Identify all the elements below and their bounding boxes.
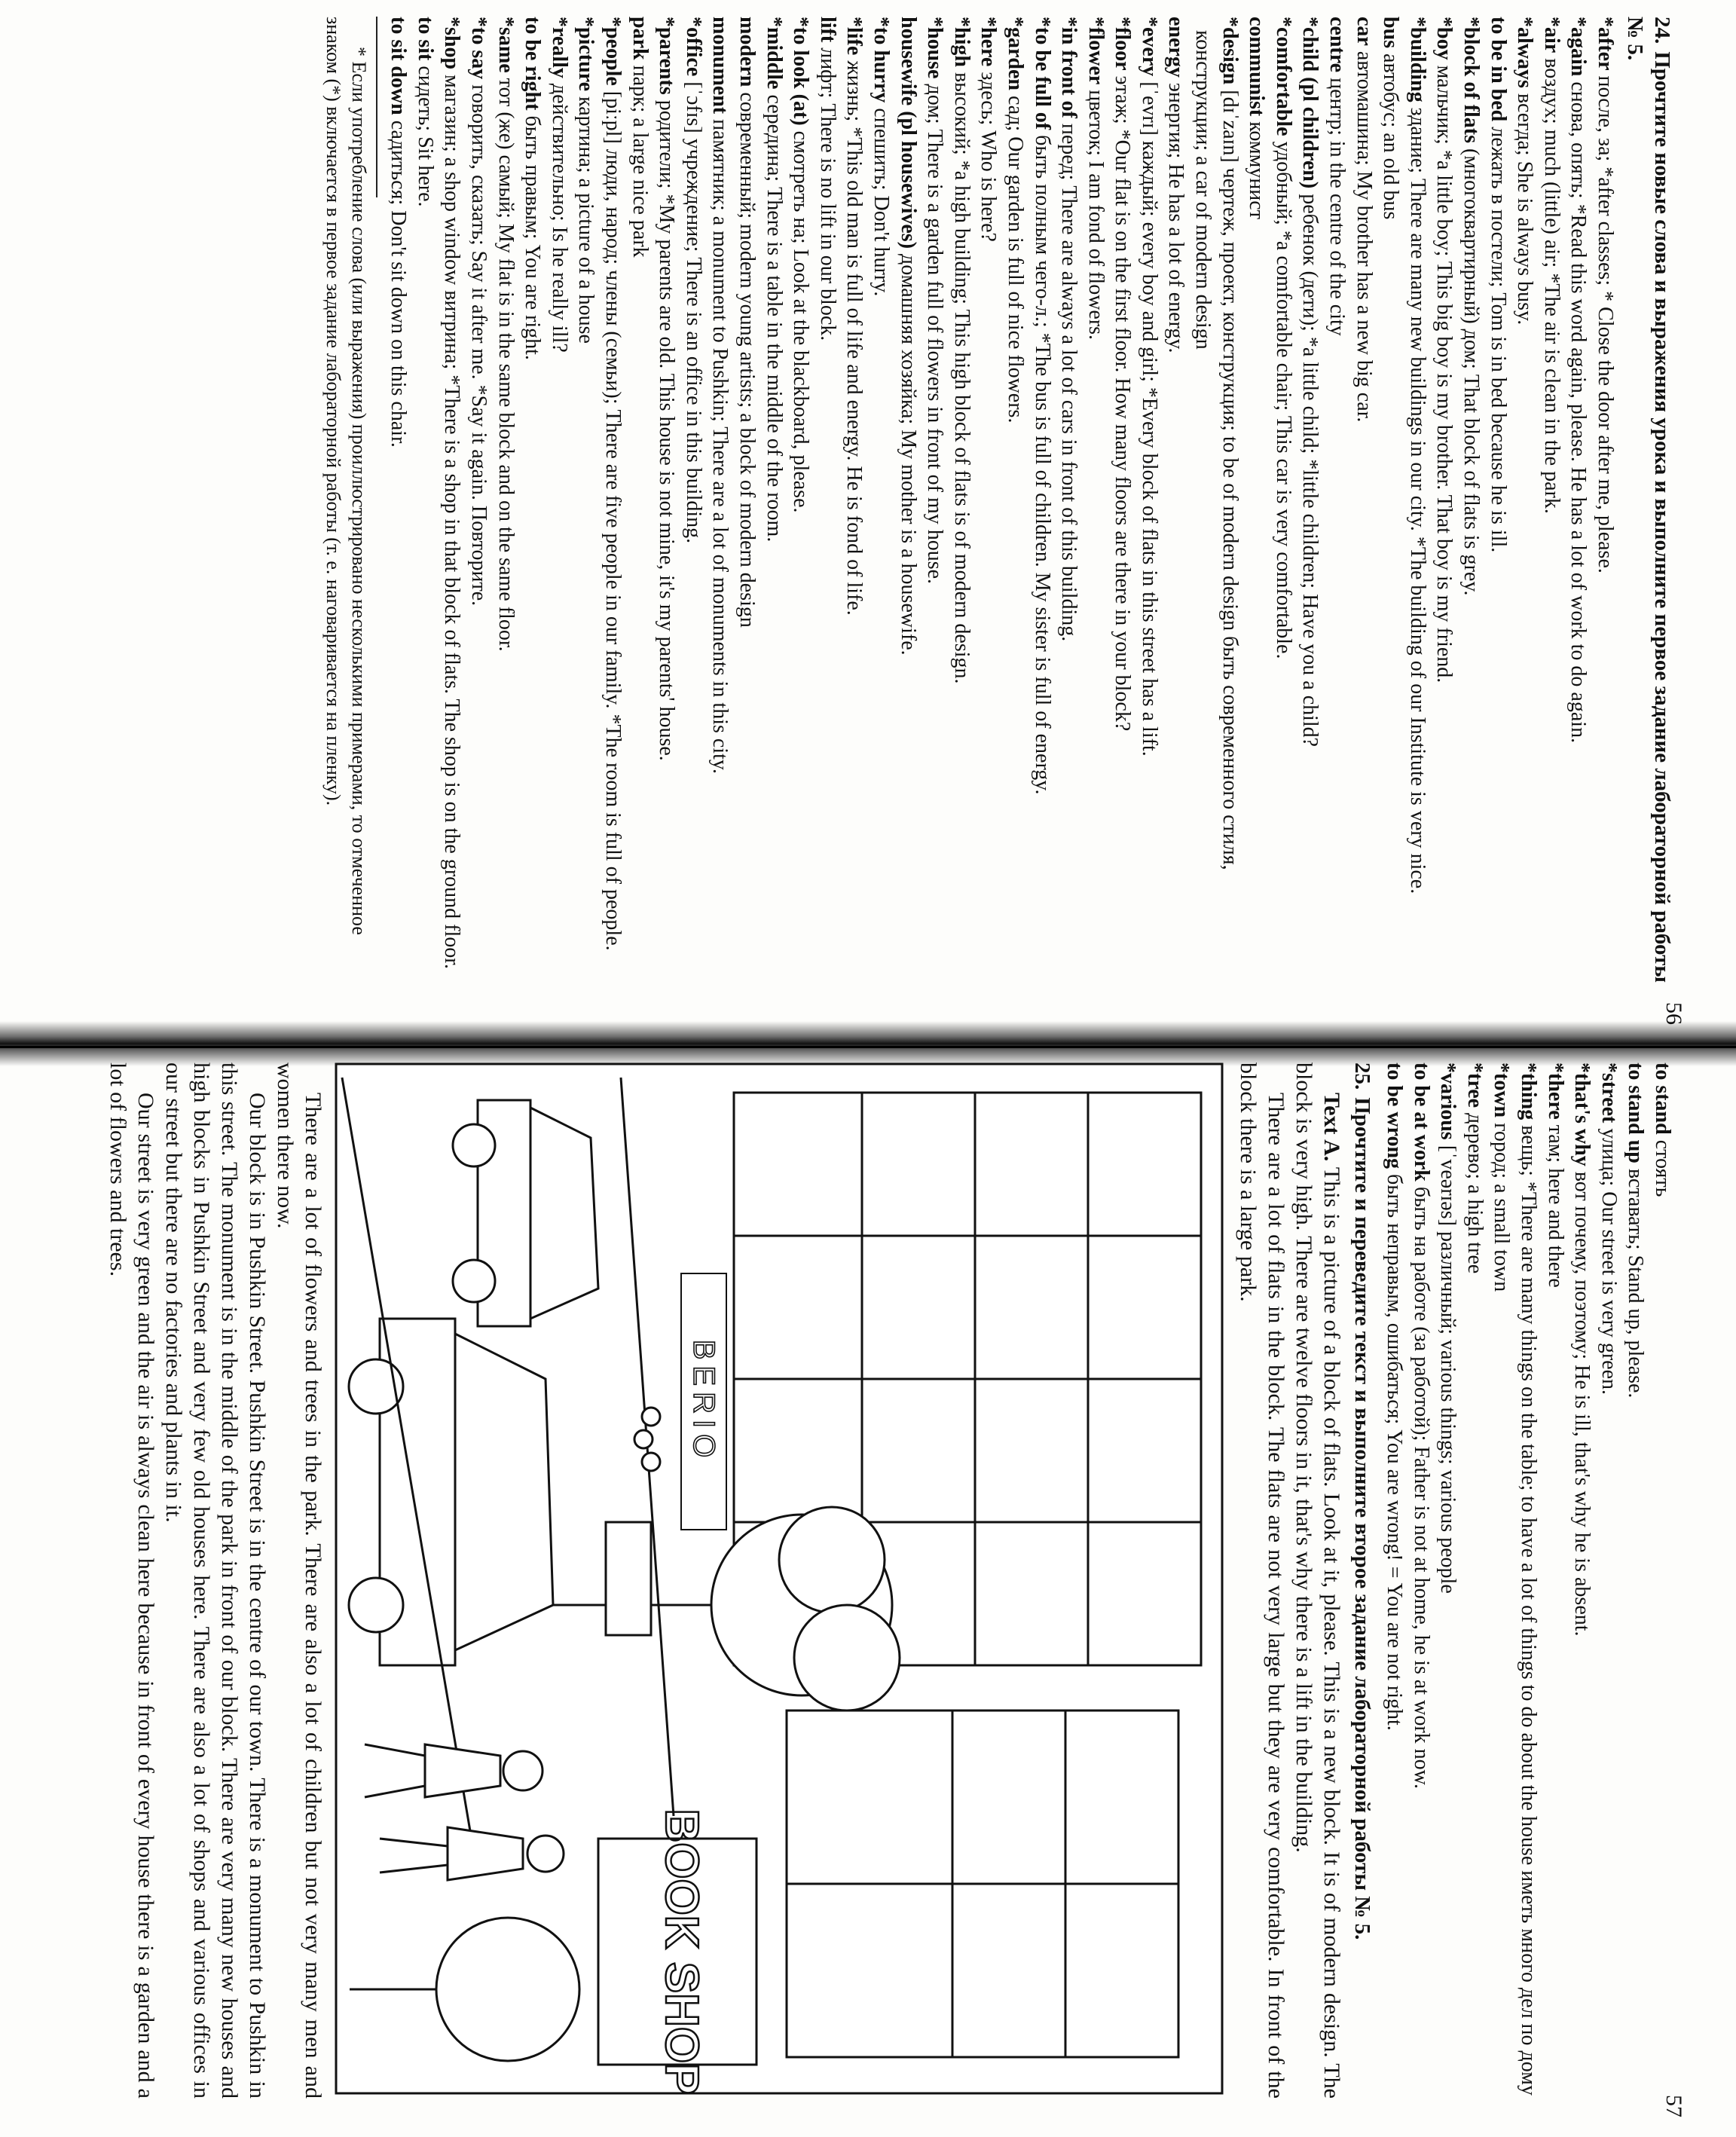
vocabulary-entry [1056, 17, 1083, 985]
vocabulary-definition: [ˈɔfɪs] учреждение; There is an office in this building. [681, 76, 705, 544]
vocabulary-entry [1323, 17, 1350, 985]
vocabulary-headword: *street [1597, 1062, 1621, 1124]
vocabulary-definition: современный; modern young artists; a block of modern design [735, 87, 759, 628]
vocabulary-entry [1488, 1062, 1515, 2099]
vocabulary-definition: быть неправым, ошибаться; You are wrong! = You are not right. [1383, 1169, 1407, 1731]
vocabulary-definition: снова, опять; *Read this word again, please. He has a lot of work to do again. [1566, 76, 1591, 744]
vocabulary-headword: *child (pl children) [1298, 17, 1322, 189]
page-number-57: 57 [1661, 2095, 1686, 2117]
vocabulary-headword: *people [601, 17, 625, 86]
store-sign-text: BERIO [687, 1339, 721, 1464]
vocabulary-definition: перед; There are always a lot of cars in front of this building. [1057, 118, 1081, 642]
vocabulary-entry [1622, 1062, 1649, 2099]
vocabulary-headword: modern [735, 17, 759, 87]
vocabulary-entry [1435, 1062, 1462, 2099]
vocabulary-definition: спешить; Don't hurry. [869, 102, 893, 297]
vocabulary-entry [1377, 17, 1404, 985]
vocabulary-headword: *air [1539, 17, 1563, 54]
vocabulary-headword: *garden [1003, 17, 1027, 90]
vocabulary-definition: садиться; Don't sit down on this chair. [387, 115, 411, 448]
vocabulary-headword: *house [923, 17, 947, 79]
vocabulary-definition: дом; There is a garden full of flowers in front of my house. [923, 78, 947, 585]
gutter-line [0, 1046, 1736, 1048]
store-sign [681, 1273, 726, 1530]
vocabulary-entry [1484, 17, 1511, 985]
text-a-paragraph-5: Our street is very green and the air is always clean here because in front of every house there is a garden and a lot of flowers and trees. [105, 1062, 159, 2099]
vocabulary-headword: *there [1543, 1062, 1567, 1120]
vocabulary-entry [948, 17, 975, 985]
vocabulary-definition: высокий; *a high building; This high block of flats is of modern design. [949, 66, 973, 684]
vocabulary-entry [1542, 1062, 1569, 2099]
vocabulary-entry [787, 17, 815, 985]
text-a-paragraph-1 [1290, 1062, 1346, 2099]
vocabulary-headword: *design [1218, 17, 1242, 85]
vocabulary-entry [1404, 17, 1431, 985]
vocabulary-entry [492, 17, 519, 985]
right-page [49, 1055, 1680, 2106]
vocabulary-definition: картина; a picture of a house [574, 91, 598, 344]
vocabulary-headword: *town [1490, 1062, 1514, 1118]
text-a-paragraph-4: Our block is in Pushkin Street. Pushkin Street is in the centre of our town. There is a monument to Pushkin in this street. The monument is in the middle of the park in front of our block. There are very many new houses and high blocks in Pushkin Street and very few old houses here. There are also a lot of shops and various offices in our street but there are no factories and plants in it. [161, 1062, 270, 2099]
vocabulary-entry [465, 17, 492, 985]
vocabulary-entry [1538, 17, 1565, 985]
vocabulary-definition: автомашина; My brother has a new big car. [1352, 45, 1376, 423]
vocabulary-headword: *office [681, 17, 705, 77]
vocabulary-entry [921, 17, 949, 985]
vocabulary-definition: автобус; an old bus [1379, 48, 1403, 220]
vocabulary-entry [814, 17, 841, 985]
vocabulary-definition: домашняя хозяйка; My mother is a housewife. [896, 249, 920, 656]
exercise-instruction: Прочтите и переведите текст и выполните второе задание лабораторной работы № 5. [1350, 1097, 1375, 1940]
vocabulary-entry [894, 17, 921, 985]
vocabulary-headword: car [1352, 17, 1376, 46]
vocabulary-entry [385, 17, 412, 985]
vocabulary-definition: быть полным чего-л.; *The bus is full of children. My sister is full of energy. [1030, 130, 1054, 795]
vocabulary-entry [626, 17, 653, 985]
vocabulary-definition: быть на работе (за работой); Father is not at home, he is at work now. [1409, 1181, 1433, 1790]
vocabulary-definition: улица; Our street is very green. [1597, 1123, 1621, 1396]
vocabulary-headword: monument [708, 17, 732, 115]
vocabulary-entry [1135, 17, 1163, 985]
vocabulary-entry [599, 17, 626, 985]
vocabulary-headword: to sit down [387, 17, 411, 115]
vocabulary-definition: центр; in the centre of the city [1325, 72, 1349, 336]
vocabulary-definition: мальчик; *a little boy; This big boy is my brother. That boy is my friend. [1432, 60, 1456, 683]
vocabulary-definition: дерево; a high tree [1462, 1108, 1487, 1274]
vocabulary-entry [1270, 17, 1297, 985]
vocabulary-definition: вставать; Stand up, please. [1624, 1163, 1648, 1399]
text-a-paragraph-3: There are a lot of flowers and trees in the park. There are also a lot of children but not very many men and women there now. [273, 1062, 326, 2099]
vocabulary-entry [1511, 17, 1539, 985]
vocabulary-headword: *to say [467, 17, 491, 80]
vocabulary-list [385, 17, 1618, 985]
vocabulary-entry [1569, 1062, 1596, 2099]
vocabulary-definition: ребенок (дети); *a little child; *little children; Have you a child? [1298, 188, 1322, 747]
vocabulary-entry [1514, 1062, 1542, 2099]
vocabulary-entry [841, 17, 868, 985]
vocabulary-headword: *tree [1462, 1062, 1487, 1108]
vocabulary-headword: *to hurry [869, 17, 893, 103]
vocabulary-definition: [ˈevrɪ] каждый; every boy and girl; *Every block of flats in this street has a lift. [1137, 76, 1161, 757]
vocabulary-entry [573, 17, 600, 985]
vocabulary-headword: *various [1436, 1062, 1460, 1140]
vocabulary-entry [707, 17, 734, 985]
paragraph-text: This is a picture of a block of flats. Look at it, please. This is a new block. It is of modern design. The block is very high. There are twelve floors in it, that's why there is a lift in the building. [1291, 1062, 1345, 2099]
vocabulary-definition: здание; There are many new buildings in our city. *The building of our Institute is very nice. [1405, 102, 1429, 894]
vocabulary-headword: to sit [413, 17, 437, 61]
exercise-number: 24. [1650, 17, 1674, 44]
vocabulary-definition: действительно; Is he really ill? [547, 78, 571, 353]
vocabulary-headword: *flower [1083, 17, 1108, 85]
vocabulary-headword: park [628, 17, 652, 60]
vocabulary-entry [411, 17, 439, 985]
vocabulary-headword: *that's why [1570, 1062, 1594, 1166]
vocabulary-definition: жизнь; *This old man is full of life and energy. He is fond of life. [842, 55, 866, 616]
vocabulary-entry [1461, 1062, 1488, 2099]
vocabulary-headword: *boy [1432, 17, 1456, 60]
vocabulary-definition: [piːpl] люди, народ; члены (семьи); There are five people in our family. *The room is full of people. [601, 85, 625, 951]
book-shop-sign [598, 1809, 756, 2095]
vocabulary-entry [1457, 17, 1484, 985]
exercise-25-heading [1349, 1062, 1376, 2099]
vocabulary-entry [1163, 17, 1190, 985]
vocabulary-headword: *every [1137, 17, 1161, 77]
vocabulary-entry [546, 17, 573, 985]
vocabulary-entry [1001, 17, 1028, 985]
vocabulary-headword: to stand up [1624, 1062, 1648, 1163]
vocabulary-definition: быть правым; You are right. [521, 110, 545, 360]
text-a-paragraph-2: There are a lot of flats in the block. The flats are not very large but they are very comfortable. In front of the block there is a large park. [1236, 1062, 1289, 2099]
vocabulary-definition: там; here and there [1543, 1119, 1567, 1288]
vocabulary-headword: energy [1164, 17, 1188, 78]
vocabulary-entry [867, 17, 894, 985]
vocabulary-definition: парк; a large nice park [628, 60, 652, 258]
vocabulary-headword: *always [1513, 17, 1537, 88]
exercise-instruction: Прочтите новые слова и выражения урока и выполните первое задание лабораторной работы № 5. [1623, 17, 1674, 983]
vocabulary-definition: говорить, сказать; Say it after me. *Say it again. Повторите. [467, 79, 491, 607]
vocabulary-entry [1407, 1062, 1435, 2099]
vocabulary-headword: *floor [1111, 17, 1135, 71]
vocabulary-definition: [dɪˈzaɪn] чертеж, проект, конструкция; to be of modern design быть современного стиля, конструкции; a car of modern design [1191, 30, 1242, 870]
vocabulary-headword: lift [815, 17, 839, 43]
vocabulary-entry [1243, 17, 1270, 985]
vocabulary-entry [439, 17, 466, 985]
vocabulary-definition: здесь; Who is here? [976, 66, 1001, 242]
left-page [68, 9, 1680, 992]
vocabulary-definition: вот почему, поэтому; He is ill, that's why he is absent. [1570, 1166, 1594, 1637]
footnote: * Если употребление слова (или выражения) проиллюстрировано несколькими примерами, то отмеченное знаком (*) включается в первое задание лабораторной работы (т. е. наговаривается на пленку). [322, 17, 370, 935]
vocabulary-entry [1082, 17, 1109, 985]
vocabulary-entry [1380, 1062, 1407, 2099]
vocabulary-headword: to stand [1651, 1062, 1674, 1135]
vocabulary-entry [1190, 17, 1243, 985]
vocabulary-definition: после, за; *after classes; * Close the door after me, please. [1594, 70, 1617, 573]
vocabulary-definition: лежать в постели; Tom is in bed because he is ill. [1486, 121, 1510, 553]
vocabulary-entry [760, 17, 787, 985]
vocabulary-headword: *really [547, 17, 571, 78]
vocabulary-headword: *same [494, 17, 518, 73]
vocabulary-entry [1649, 1062, 1676, 2099]
vocabulary-definition: памятник; a monument to Pushkin; There are a lot of monuments in this city. [708, 114, 732, 775]
vocabulary-entry [1565, 17, 1592, 985]
vocabulary-definition: цветок; I am fond of flowers. [1083, 84, 1108, 341]
vocabulary-headword: *after [1594, 17, 1617, 71]
vocabulary-headword: *again [1566, 17, 1591, 77]
vocabulary-definition: удобный; *a comfortable chair; This car is very comfortable. [1271, 136, 1295, 659]
vocabulary-headword: *to be full of [1030, 17, 1054, 130]
vocabulary-headword: communist [1245, 17, 1269, 117]
shop-sign-text: BOOK SHOP [656, 1808, 708, 2095]
vocabulary-definition: всегда; She is always busy. [1513, 87, 1537, 326]
vocabulary-headword: bus [1379, 17, 1403, 49]
vocabulary-definition: (многоквартирный) дом; That block of flats is grey. [1459, 143, 1484, 596]
exercise-24-heading [1621, 17, 1676, 985]
vocabulary-definition: энергия; He has a lot of energy. [1164, 77, 1188, 353]
vocabulary-headword: *picture [574, 17, 598, 92]
vocabulary-entry [1350, 17, 1377, 985]
vocabulary-entry [1028, 17, 1056, 985]
vocabulary-definition: тот (же) самый; My flat is in the same block and on the same floor. [494, 72, 518, 652]
vocabulary-headword: *thing [1517, 1062, 1541, 1120]
vocabulary-headword: *to look (at) [789, 17, 813, 126]
vocabulary-headword: to be wrong [1383, 1062, 1407, 1169]
vocabulary-entry [975, 17, 1002, 985]
vocabulary-headword: centre [1325, 17, 1349, 73]
street-illustration [335, 1062, 1224, 2095]
vocabulary-entry [1591, 17, 1618, 985]
vocabulary-definition: сад; Our garden is full of nice flowers. [1003, 90, 1027, 423]
text-title: Text A. [1319, 1093, 1345, 1162]
vocabulary-headword: *here [976, 17, 1001, 67]
vocabulary-definition: город; a small town [1490, 1117, 1514, 1292]
vocabulary-entry [680, 17, 707, 985]
vocabulary-entry [733, 17, 760, 985]
vocabulary-definition: смотреть на; Look at the blackboard, please. [789, 125, 813, 513]
vocabulary-definition: магазин; a shop window витрина; *There is a shop in that block of flats. The shop is on the ground floor. [440, 69, 464, 970]
vocabulary-headword: housewife (pl housewives) [896, 17, 920, 249]
vocabulary-definition: [ˈveərɪəs] различный; various things; various people [1436, 1139, 1460, 1594]
vocabulary-definition: родители; *My parents are old. This house is not mine, it's my parents' house. [655, 94, 679, 761]
vocabulary-definition: воздух; much (little) air; *The air is clean in the park. [1539, 53, 1563, 514]
page-number-56: 56 [1661, 1002, 1686, 1025]
vocabulary-headword: to be in bed [1486, 17, 1510, 122]
vocabulary-definition: этаж; *Our flat is on the first floor. How many floors are there in your block? [1111, 70, 1135, 732]
footnote-rule [376, 17, 377, 197]
vocabulary-definition: сидеть; Sit here. [413, 60, 437, 207]
vocabulary-headword: *middle [762, 17, 786, 90]
vocabulary-headword: to be at work [1409, 1062, 1433, 1182]
vocabulary-headword: *comfortable [1271, 17, 1295, 136]
vocabulary-headword: *in front of [1057, 17, 1081, 118]
exercise-number: 25. [1350, 1062, 1375, 1090]
vocabulary-headword: *life [842, 17, 866, 56]
vocabulary-headword: *block of flats [1459, 17, 1484, 143]
vocabulary-headword: *parents [655, 17, 679, 95]
vocabulary-headword: to be right [521, 17, 545, 111]
vocabulary-definition: коммунист [1245, 116, 1269, 219]
vocabulary-definition: середина; There is a table in the middle of the room. [762, 89, 786, 543]
vocabulary-definition: стоять [1651, 1134, 1674, 1197]
vocabulary-headword: *shop [440, 17, 464, 70]
vocabulary-entry [1595, 1062, 1622, 2099]
vocabulary-entry [519, 17, 546, 985]
vocabulary-entry [653, 17, 680, 985]
vocabulary-entry [1297, 17, 1324, 985]
vocabulary-headword: *building [1405, 17, 1429, 102]
vocabulary-definition: вещь; *There are many things on the table; to have a lot of things to do about the house иметь много дел по дому [1517, 1120, 1541, 2096]
vocabulary-definition: лифт; There is no lift in our block. [815, 42, 839, 341]
vocabulary-entry [1431, 17, 1458, 985]
vocabulary-list-continued [1380, 1062, 1676, 2099]
vocabulary-headword: *high [949, 17, 973, 67]
vocabulary-entry [1109, 17, 1136, 985]
